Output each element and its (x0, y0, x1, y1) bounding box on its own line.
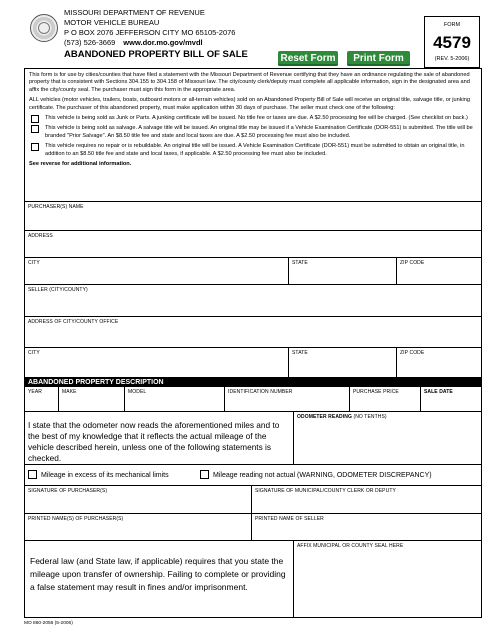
model-label: MODEL (128, 389, 147, 395)
clerk-signature-label: SIGNATURE OF MUNICIPAL/COUNTY CLERK OR DEPUTY (255, 488, 396, 494)
purchase-price-field[interactable] (349, 387, 420, 411)
seller-field[interactable] (25, 285, 481, 317)
form-body (24, 68, 482, 618)
reset-form-button[interactable]: Reset Form (278, 51, 338, 66)
option-rebuildable-text: This vehicle requires no repair or is rebuildable. An original title will be issued. A Vehicle Examination Certificate (DOR-551) must be submitted to obtain an original title, in addition to an $8.50 title fee and state and local taxes, if applicable. A $2.50 processing fee must also be included. (45, 143, 465, 157)
excess-mileage-label: Mileage in excess of its mechanical limits (41, 472, 169, 479)
agency-line-1: MISSOURI DEPARTMENT OF REVENUE (64, 8, 205, 17)
signature-row (25, 485, 481, 514)
odometer-reading-caption (294, 412, 481, 420)
purchaser-name-label: PURCHASER(S) NAME (28, 204, 84, 210)
salvage-checkbox[interactable] (31, 125, 39, 133)
purchaser-printed-field[interactable] (25, 514, 251, 540)
odometer-row (25, 412, 481, 465)
zip-label: ZIP CODE (400, 260, 425, 266)
property-row (25, 387, 481, 412)
option-junk-text: This vehicle is being sold as Junk or Parts. A junking certificate will be issued. No title fee or taxes are due. A $2.50 processing fee will be charged. (See checklist on back.) (45, 115, 468, 122)
seller-city-label: CITY (28, 350, 40, 356)
print-form-button[interactable]: Print Form (347, 51, 410, 66)
agency-block (64, 8, 235, 48)
purchaser-printed-label: PRINTED NAME(S) OF PURCHASER(S) (28, 516, 124, 522)
seller-city-state-zip-row (25, 348, 481, 378)
odometer-reading-field[interactable] (293, 412, 481, 464)
agency-phone: (573) 526-3669 (64, 38, 116, 47)
form-label: FORM (443, 22, 461, 28)
odometer-checks (25, 465, 481, 485)
agency-line-2: MOTOR VEHICLE BUREAU (64, 18, 160, 27)
form-title: ABANDONED PROPERTY BILL OF SALE (64, 49, 248, 60)
form-revision: (REV. 5-2006) (434, 56, 470, 62)
option-rebuildable (29, 143, 477, 158)
seller-state-field[interactable] (288, 348, 396, 377)
seller-zip-field[interactable] (396, 348, 481, 377)
address-field[interactable] (25, 231, 481, 258)
seller-address-field[interactable] (25, 317, 481, 348)
not-actual-checkbox[interactable] (200, 470, 209, 479)
sale-date-field[interactable] (420, 387, 481, 411)
sale-date-label: SALE DATE (424, 389, 453, 395)
model-field[interactable] (124, 387, 224, 411)
junk-checkbox[interactable] (31, 115, 39, 123)
excess-mileage-checkbox[interactable] (28, 470, 37, 479)
option-junk (29, 115, 477, 122)
see-reverse-note: See reverse for additional information. (29, 161, 132, 168)
instructions-para-2: ALL vehicles (motor vehicles, trailers, boats, outboard motors or all-terrain vehicles) sold on an Abandoned Property Bill of Sale will receive an original title, salvage title, or junking certificate. The purchaser of this abandoned property, must make application within 30 days of purchase. The seller must check one of the following: (29, 97, 470, 111)
not-actual-label: Mileage reading not actual (WARNING, ODOMETER DISCREPANCY) (213, 472, 432, 479)
address-label: ADDRESS (28, 233, 53, 239)
form-footer-code: MO 860-2056 (5-2006) (24, 621, 73, 626)
rebuildable-checkbox[interactable] (31, 143, 39, 151)
option-salvage-text: This vehicle is being sold as salvage. A salvage title will be issued. An original title may be issued if a Vehicle Examination Certificate (DOR-551) is submitted. The title will be branded "Prior Salvage". An $8.50 title fee and state and local taxes are due. A $2.50 processing fee must also be included. (45, 125, 473, 139)
seller-zip-label: ZIP CODE (400, 350, 425, 356)
odometer-statement-cell (25, 412, 293, 464)
state-seal-icon (30, 14, 58, 42)
instructions (25, 69, 481, 202)
form-number-box (424, 16, 480, 68)
property-section-title: ABANDONED PROPERTY DESCRIPTION (25, 378, 481, 387)
seller-state-label: STATE (292, 350, 308, 356)
odometer-reading-label: ODOMETER READING (297, 414, 352, 420)
year-label: YEAR (28, 389, 43, 395)
purchaser-signature-label: SIGNATURE OF PURCHASER(S) (28, 488, 108, 494)
city-label: CITY (28, 260, 40, 266)
purchase-price-label: PURCHASE PRICE (353, 389, 399, 395)
seller-city-field[interactable] (25, 348, 288, 377)
seal-field (293, 541, 481, 617)
purchaser-name-field[interactable] (25, 202, 481, 231)
id-number-field[interactable] (224, 387, 349, 411)
seller-printed-field[interactable] (251, 514, 481, 540)
odometer-reading-hint: (NO TENTHS) (353, 414, 387, 420)
printed-name-row (25, 514, 481, 541)
id-number-label: IDENTIFICATION NUMBER (228, 389, 293, 395)
state-field[interactable] (288, 258, 396, 284)
city-field[interactable] (25, 258, 288, 284)
warning-seal-row (25, 541, 481, 617)
state-label: STATE (292, 260, 308, 266)
clerk-signature-field[interactable] (251, 486, 481, 513)
city-state-zip-row (25, 258, 481, 285)
contact-line (64, 38, 235, 48)
seller-printed-label: PRINTED NAME OF SELLER (255, 516, 324, 522)
seller-address-label: ADDRESS OF CITY/COUNTY OFFICE (28, 319, 119, 325)
form-header (24, 6, 482, 68)
agency-line-3: P O BOX 2076 JEFFERSON CITY MO 65105-2076 (64, 28, 236, 37)
odometer-statement: I state that the odometer now reads the aforementioned miles and to the best of my knowledge that it reflects the actual mileage of the vehicle described herein, unless one of the following statements is checked. (28, 420, 280, 463)
year-field[interactable] (25, 387, 58, 411)
warning-cell (25, 541, 293, 617)
form-number: 4579 (433, 33, 471, 52)
make-field[interactable] (58, 387, 124, 411)
instructions-para-1: This form is for use by cities/counties that have filed a statement with the Missouri Department of Revenue certifying that they have an ordinance regulating the sale of abandoned property that is consistent with Sections 304.155 to 304.158 of Missouri law. The city/county clerk/deputy must complete all applicable information, sign in the designated area and affix the city/county seal. The purchaser must sign this form in the appropriate area. (29, 72, 470, 93)
federal-law-warning: Federal law (and State law, if applicable) requires that you state the mileage upon transfer of ownership. Failing to complete or providing a false statement may result in fines and/or imprisonment. (30, 556, 286, 592)
purchaser-signature-field[interactable] (25, 486, 251, 513)
agency-website: www.dor.mo.gov/mvdl (123, 38, 203, 47)
zip-field[interactable] (396, 258, 481, 284)
seal-label: AFFIX MUNICIPAL OR COUNTY SEAL HERE (297, 543, 404, 549)
seller-label: SELLER (CITY/COUNTY) (28, 287, 88, 293)
make-label: MAKE (62, 389, 77, 395)
option-salvage (29, 125, 477, 140)
